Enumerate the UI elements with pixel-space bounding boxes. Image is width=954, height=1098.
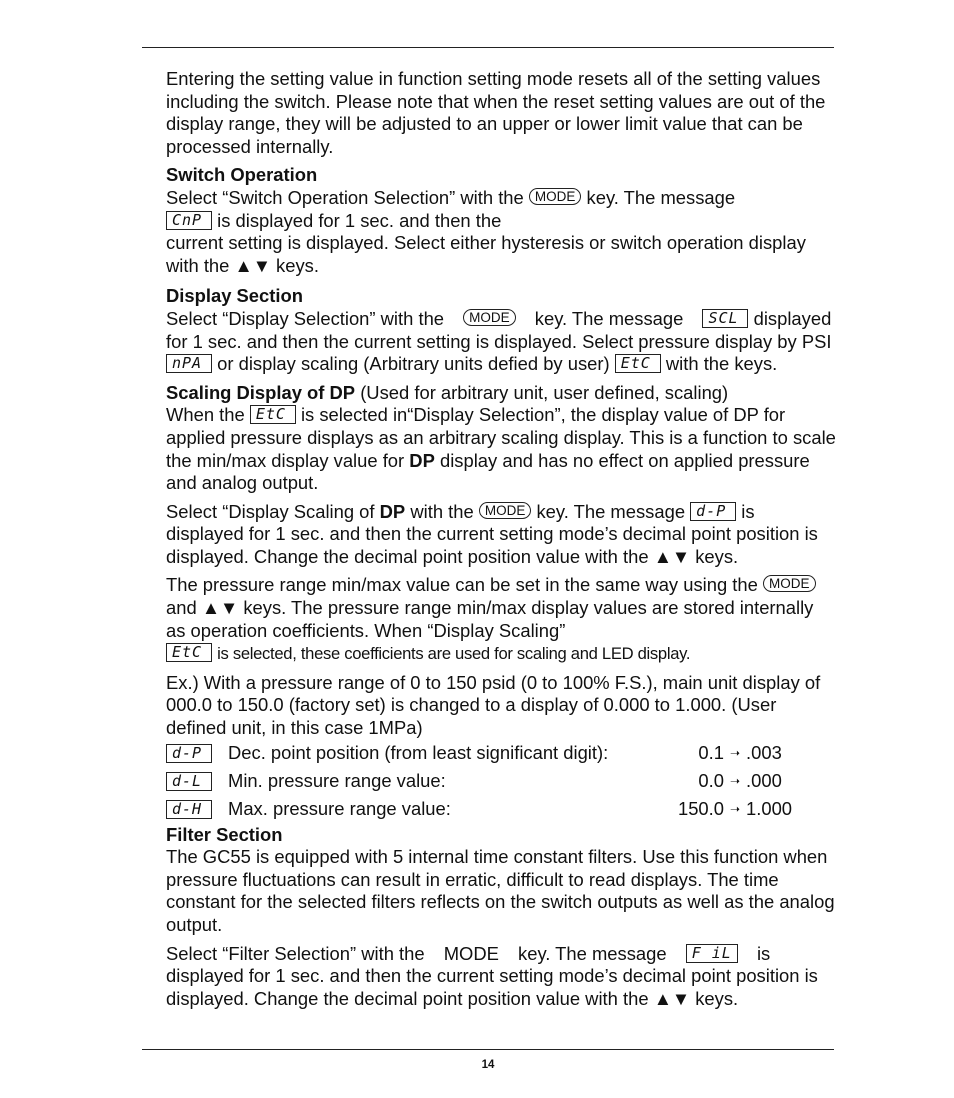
row-to-value: .003 bbox=[746, 742, 782, 764]
text: The pressure range min/max value can be set in the same way using the bbox=[166, 574, 758, 596]
mode-key: MODE bbox=[529, 188, 582, 205]
row-from-value: 0.0 bbox=[698, 770, 724, 792]
lcd-message: d-P bbox=[166, 744, 212, 763]
intro-paragraph: Entering the setting value in function setting mode resets all of the setting values including the switch. Please note that when the reset setting values are out of the display range, they will be adjusted to an upper or lower limit value that can be processed internally. bbox=[166, 68, 826, 157]
text: Select “Display Scaling of bbox=[166, 500, 375, 522]
up-down-arrows-icon: ▲▼ bbox=[653, 545, 691, 567]
lcd-message: EtC bbox=[250, 405, 296, 424]
row-from-value: 150.0 bbox=[677, 798, 724, 820]
text: key. The message bbox=[518, 942, 667, 964]
row-label: Max. pressure range value: bbox=[228, 798, 451, 820]
text: DP bbox=[409, 449, 435, 471]
scaling-paragraph-1 bbox=[166, 404, 836, 494]
text: with the keys. bbox=[665, 353, 778, 375]
up-down-arrows-icon: ▲▼ bbox=[234, 254, 271, 276]
arrow-icon: ➝ bbox=[729, 802, 741, 817]
text: Select “Switch Operation Selection” with the bbox=[166, 186, 524, 208]
text: or display scaling (Arbitrary units defied by user) bbox=[217, 353, 610, 375]
switch-operation-paragraph bbox=[166, 187, 836, 277]
lcd-message: SCL bbox=[702, 309, 748, 328]
row-to-value: .000 bbox=[746, 770, 782, 792]
arrow-icon: ➝ bbox=[729, 774, 741, 789]
scaling-example: Ex.) With a pressure range of 0 to 150 psid (0 to 100% F.S.), main unit display of 000.0 to 150.0 (factory set) is changed to a display of 0.000 to 1.000. (User defined unit, in this case 1MPa) bbox=[166, 671, 821, 739]
text: Select “Display Selection” with the bbox=[166, 307, 445, 329]
scaling-heading-line bbox=[166, 382, 836, 405]
filter-paragraph-2 bbox=[166, 943, 836, 1011]
display-section-heading: Display Section bbox=[166, 285, 303, 307]
text: and bbox=[166, 597, 197, 619]
text: key. The message bbox=[536, 500, 686, 522]
text: keys. The pressure range min/max display values are stored internally as operation coefficients. When “Display Scaling” bbox=[166, 597, 814, 641]
text: displayed for 1 sec. and then the current setting is displayed. Select pressure display by PSI bbox=[166, 307, 832, 352]
text: with the bbox=[410, 500, 474, 522]
mode-key: MODE bbox=[763, 575, 816, 592]
text: display and has no effect on applied pressure and analog output. bbox=[166, 449, 810, 494]
text: key. The message bbox=[586, 186, 736, 208]
text: DP bbox=[379, 500, 406, 522]
lcd-message: CnP bbox=[166, 211, 212, 230]
text: keys. bbox=[695, 545, 739, 567]
text: is selected in“Display Selection”, the display value of DP for applied pressure displays as an arbitrary scaling display. This is a function to scale the min/max display value for bbox=[166, 404, 836, 471]
mode-key: MODE bbox=[443, 942, 499, 964]
up-down-arrows-icon: ▲▼ bbox=[201, 597, 239, 619]
page-number: 14 bbox=[481, 1059, 495, 1071]
row-to-value: 1.000 bbox=[746, 798, 793, 820]
table-row bbox=[166, 768, 836, 796]
filter-paragraph-1: The GC55 is equipped with 5 internal time constant filters. Use this function when pressure fluctuations can result in erratic, difficult to read displays. The time constant for the selected filters reflects on the switch outputs as well as the analog output. bbox=[166, 846, 835, 935]
text: is displayed for 1 sec. and then the current setting mode’s decimal point position is displayed. Change the decimal point position value with the bbox=[166, 500, 818, 567]
mode-key: MODE bbox=[463, 309, 516, 326]
lcd-message: F iL bbox=[686, 944, 738, 963]
row-label: Dec. point position (from least significant digit): bbox=[228, 742, 609, 764]
scaling-paragraph-2 bbox=[166, 501, 836, 569]
text: is displayed for 1 sec. and then the current setting mode’s decimal point position is displayed. Change the decimal point position value with the bbox=[166, 942, 818, 1009]
text: Select “Filter Selection” with the bbox=[166, 942, 425, 964]
page-content bbox=[166, 68, 836, 1010]
top-rule bbox=[142, 47, 834, 48]
row-label: Min. pressure range value: bbox=[228, 770, 446, 792]
scaling-table bbox=[166, 740, 836, 824]
text: is selected, these coefficients are used for scaling and LED display. bbox=[217, 644, 691, 664]
text: keys. bbox=[695, 987, 739, 1009]
lcd-message: EtC bbox=[615, 354, 661, 373]
switch-operation-heading: Switch Operation bbox=[166, 164, 318, 186]
table-row bbox=[166, 796, 836, 824]
scaling-display-heading: Scaling Display of DP bbox=[166, 381, 356, 403]
up-down-arrows-icon: ▲▼ bbox=[653, 987, 691, 1009]
display-section-paragraph bbox=[166, 308, 836, 376]
text: keys. bbox=[276, 254, 319, 276]
lcd-message: d-H bbox=[166, 800, 212, 819]
table-row bbox=[166, 740, 836, 768]
filter-section-heading: Filter Section bbox=[166, 823, 283, 845]
lcd-message: d-L bbox=[166, 772, 212, 791]
arrow-icon: ➝ bbox=[729, 746, 741, 761]
text: key. The message bbox=[534, 307, 684, 329]
scaling-paragraph-3 bbox=[166, 574, 836, 665]
mode-key: MODE bbox=[479, 502, 532, 519]
lcd-message: nPA bbox=[166, 354, 212, 373]
row-from-value: 0.1 bbox=[698, 742, 724, 764]
text: current setting is displayed. Select either hysteresis or switch operation display with the bbox=[166, 232, 806, 276]
text: (Used for arbitrary unit, user defined, scaling) bbox=[360, 381, 729, 403]
bottom-rule bbox=[142, 1049, 834, 1050]
lcd-message: d-P bbox=[690, 502, 736, 521]
text: When the bbox=[166, 404, 245, 426]
text: is displayed for 1 sec. and then the bbox=[217, 209, 502, 231]
lcd-message: EtC bbox=[166, 643, 212, 662]
